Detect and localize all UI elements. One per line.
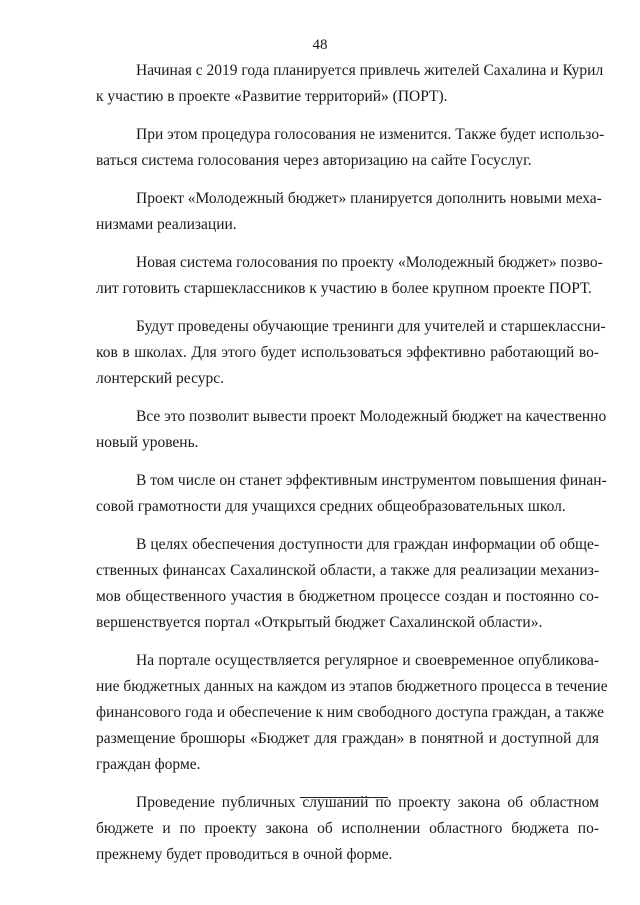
body-paragraph <box>96 58 604 110</box>
paragraph-line: Проведение публичных слушаний по проекту закона об областном <box>136 794 599 811</box>
body-paragraph <box>96 250 603 302</box>
paragraph-line: мов общественного участия в бюджетном процессе создан и постоянно со- <box>96 588 599 605</box>
paragraph-line: лонтерский ресурс. <box>96 370 225 387</box>
paragraph-line: прежнему будет проводиться в очной форме. <box>96 846 393 863</box>
document-body <box>96 58 608 880</box>
paragraph-line: ние бюджетных данных на каждом из этапов бюджетного процесса в течение <box>96 678 608 695</box>
paragraph-line: новый уровень. <box>96 434 199 451</box>
paragraph-line: вершенствуется портал «Открытый бюджет Сахалинской области». <box>96 614 543 631</box>
body-paragraph <box>96 314 606 392</box>
paragraph-line: Новая система голосования по проекту «Молодежный бюджет» позво- <box>136 254 603 271</box>
body-paragraph <box>96 404 607 456</box>
body-paragraph <box>96 532 599 636</box>
paragraph-line: совой грамотности для учащихся средних общеобразовательных школ. <box>96 498 566 515</box>
paragraph-line: ков в школах. Для этого будет использоваться эффективно работающий во- <box>96 344 599 361</box>
body-paragraph <box>96 648 608 778</box>
body-paragraph <box>96 790 599 868</box>
paragraph-line: финансового года и обеспечение к ним свободного доступа граждан, а также <box>96 704 604 721</box>
paragraph-line: Будут проведены обучающие тренинги для учителей и старшеклассни- <box>136 318 606 335</box>
paragraph-line: Начиная с 2019 года планируется привлечь жителей Сахалина и Курил <box>136 62 604 79</box>
paragraph-line: к участию в проекте «Развитие территорий» (ПОРТ). <box>96 88 448 105</box>
paragraph-line: При этом процедура голосования не изменится. Также будет использо- <box>136 126 605 143</box>
paragraph-line: ваться система голосования через авторизацию на сайте Госуслуг. <box>96 152 532 169</box>
paragraph-line: Проект «Молодежный бюджет» планируется дополнить новыми меха- <box>136 190 602 207</box>
body-paragraph <box>96 122 605 174</box>
body-paragraph <box>96 468 607 520</box>
paragraph-line: низмами реализации. <box>96 216 237 233</box>
paragraph-line: В целях обеспечения доступности для граждан информации об обще- <box>136 536 599 553</box>
paragraph-line: бюджете и по проекту закона об исполнении областного бюджета по- <box>96 820 599 837</box>
page-number: 48 <box>312 37 328 53</box>
paragraph-line: граждан форме. <box>96 756 201 773</box>
body-paragraph <box>96 186 602 238</box>
paragraph-line: На портале осуществляется регулярное и своевременное опубликова- <box>136 652 599 669</box>
paragraph-line: размещение брошюры «Бюджет для граждан» в понятной и доступной для <box>96 730 599 747</box>
end-divider <box>300 797 388 798</box>
paragraph-line: лит готовить старшеклассников к участию в более крупном проекте ПОРТ. <box>96 280 592 297</box>
paragraph-line: Все это позволит вывести проект Молодежный бюджет на качественно <box>136 408 607 425</box>
paragraph-line: В том числе он станет эффективным инструментом повышения финан- <box>136 472 607 489</box>
paragraph-line: ственных финансах Сахалинской области, а также для реализации механиз- <box>96 562 599 579</box>
